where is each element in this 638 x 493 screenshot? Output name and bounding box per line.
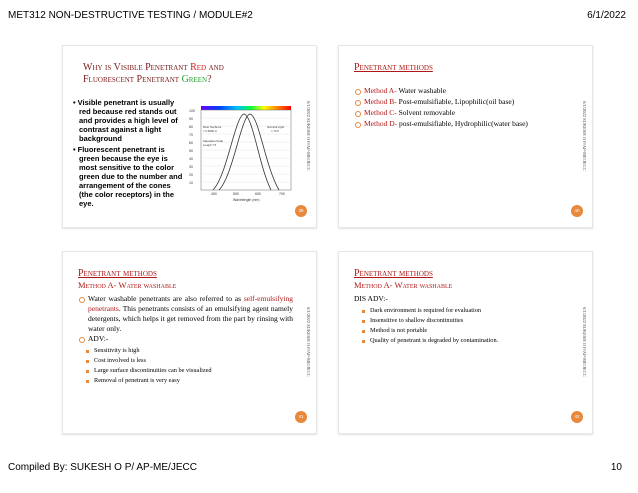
list-item [354,119,569,129]
list-item: Quality of penetrant is degraded by contamination. [362,336,569,346]
slide-subtitle: Method A- Water washable [354,280,453,290]
list-item: Sensitivity is high [86,346,293,356]
x-tick: 500 [233,192,239,196]
dis-adv-list [362,306,569,346]
y-tick: 50 [189,149,193,153]
slide-body [78,294,293,386]
adv-list [86,346,293,386]
y-tick: 10 [189,181,193,185]
bullet-list [73,98,183,210]
list-item: • Fluorescent penetrant is green because the eye is most sensitive to the color green due to the number and arrangement of the cones (the color receptors) in the eye. [73,145,183,208]
annotation-left: = 0.4800 m [203,129,218,133]
title-text: Why is Visible Penetrant [83,62,191,73]
slide-title: Penetrant methods [354,62,433,73]
y-tick: 80 [189,125,193,129]
list-item: Cost involved is less [86,356,293,366]
slide-sidebar-text: 6/1/2022 SUKESH O P/AP-ME/JECC [306,307,311,377]
annotation-left: Most Sunburnt [203,125,222,129]
dis-adv-label: DIS ADV:- [354,294,388,303]
list-item [354,108,569,118]
slide-40 [338,45,593,228]
method-text: Water washable [396,86,446,95]
slide-title: Penetrant methods [78,268,157,279]
title-text: and [206,62,224,73]
list-item [354,97,569,107]
method-list [354,86,569,130]
x-tick: 400 [211,192,217,196]
method-label: Method D- [364,119,398,128]
slide-39 [62,45,317,228]
annotation-right: Nominal Light [267,125,285,129]
list-item: • Visible penetrant is usually red because red stands out and provides a high level of contrast against a light background [73,98,183,143]
x-tick: 700 [279,192,285,196]
y-tick: 40 [189,157,193,161]
footer-author: Compiled By: SUKESH O P/ AP-ME/JECC [8,462,197,473]
slide-title: Penetrant methods [354,268,433,279]
title-text: Fluorescent Penetrant [83,74,182,85]
method-label: Method A- [364,86,397,95]
slide-41 [62,251,317,434]
annotation-left2: Length 7.5 [203,143,217,147]
x-tick: 600 [255,192,261,196]
slide-sidebar-text: 6/1/2022 SUKESH O P/AP-ME/JECC [306,101,311,171]
slide-sidebar-text: 6/1/2022 SUKESH O P/AP-ME/JECC [582,307,587,377]
slide-42 [338,251,593,434]
slide-number-badge: 42 [571,411,583,423]
list-item: Removal of penetrant is very easy [86,376,293,386]
y-tick: 70 [189,133,193,137]
slide-body [354,294,569,346]
slide-number-badge: 41 [295,411,307,423]
wavelength-chart [187,106,295,206]
list-item [354,86,569,96]
method-text: post-emulsifiable, Hydrophilic(water base) [397,119,528,128]
header-date: 6/1/2022 [587,10,626,21]
paragraph-text: . This penetrants consists of an emulsifying agent namely detergents, which helps it get removed from the part by rinsing with water only. [88,304,293,333]
y-tick: 90 [189,117,193,121]
spectrum-bar [201,106,291,110]
method-label: Method B- [364,97,397,106]
title-red-word: Red [190,62,207,73]
method-text: Post-emulsifiable, Lipophilic(oil base) [396,97,515,106]
y-tick: 60 [189,141,193,145]
paragraph-text: Water washable penetrants are also referred to as [88,294,244,303]
adv-label: ADV:- [78,334,293,344]
x-axis-label: Wavelength (nm) [233,198,260,202]
header-title: MET312 NON-DESTRUCTIVE TESTING / MODULE#2 [8,10,253,21]
method-text: Solvent removable [396,108,456,117]
list-item: Dark environment is required for evaluation [362,306,569,316]
annotation-right: = 70 ft [271,129,279,133]
y-tick: 30 [189,165,193,169]
title-text: ? [207,74,212,85]
title-green-word: Green [181,74,208,85]
method-label: Method C- [364,108,397,117]
slide-number-badge: 39 [295,205,307,217]
slide-title [83,62,293,86]
y-tick: 20 [189,173,193,177]
annotation-left2: Saturation Peak [203,139,223,143]
list-item: Method is not portable [362,326,569,336]
y-tick: 100 [189,109,195,113]
highlight-text: self-emulsifying penetrants [88,294,293,313]
paragraph [78,294,293,334]
slide-subtitle: Method A- Water washable [78,280,177,290]
list-item: Insensitive to shallow discontinuities [362,316,569,326]
slide-number-badge: 40 [571,205,583,217]
list-item: Large surface discontinuities can be visualized [86,366,293,376]
page-number: 10 [610,462,622,473]
slide-sidebar-text: 6/1/2022 SUKESH O P/AP-ME/JECC [582,101,587,171]
